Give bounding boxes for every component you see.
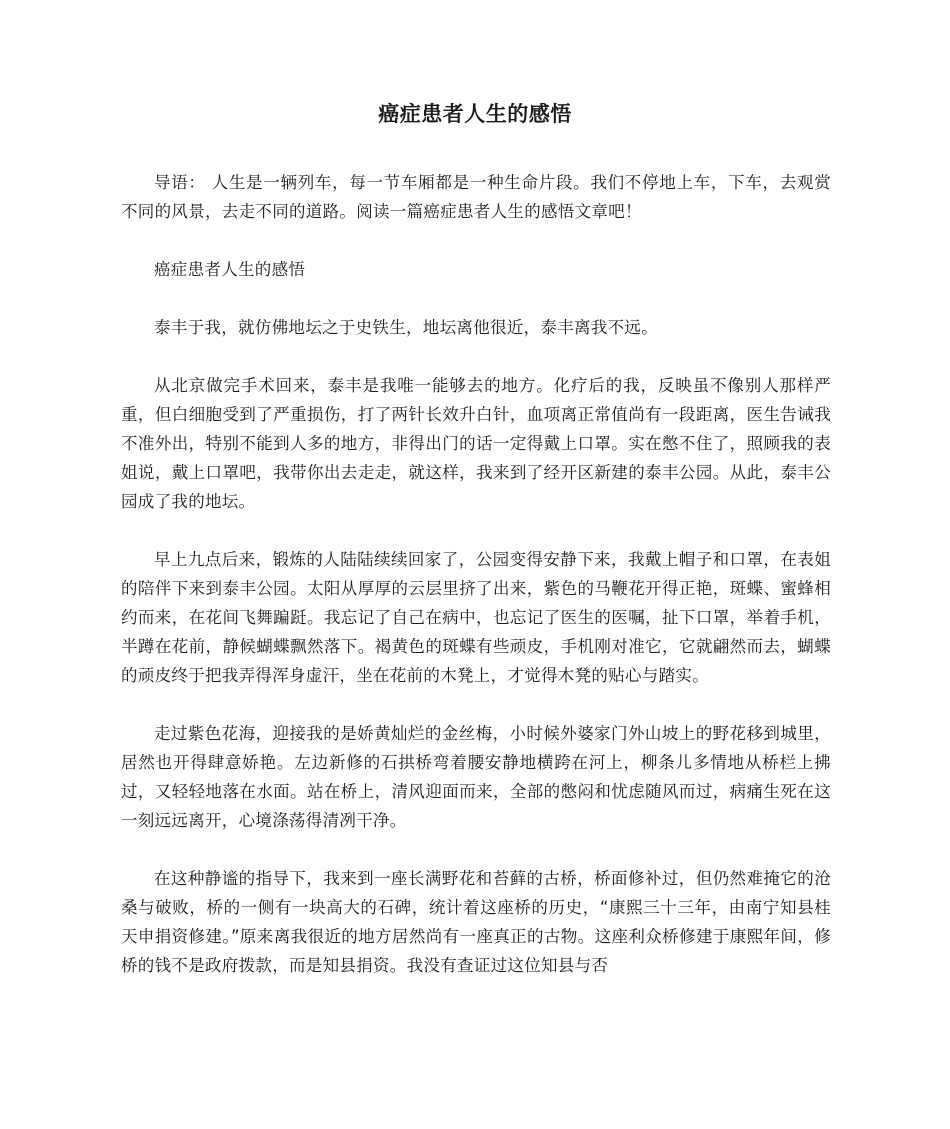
section-heading: 癌症患者人生的感悟	[154, 260, 306, 279]
body-paragraph: 走过紫色花海，迎接我的是娇黄灿烂的金丝梅，小时候外婆家门外山坡上的野花移到城里，居然也开得肆意娇艳。左边新修的石拱桥弯着腰安静地横跨在河上，柳条儿多情地从桥栏上拂过，又轻轻地落在水面。站在桥上，清风迎面而来，全部的憋闷和忧虑随风而过，病痛生死在这一刻远远离开，心境涤荡得清冽干净。	[121, 724, 831, 830]
document-body	[121, 168, 831, 1009]
document-title: 癌症患者人生的感悟	[378, 102, 572, 126]
body-paragraph: 早上九点后来，锻炼的人陆陆续续回家了，公园变得安静下来，我戴上帽子和口罩，在表姐的陪伴下来到泰丰公园。太阳从厚厚的云层里挤了出来，紫色的马鞭花开得正艳，斑蝶、蜜蜂相约而来，在花间飞舞蹁跹。我忘记了自己在病中，也忘记了医生的医嘱，扯下口罩，举着手机，半蹲在花前，静候蝴蝶飘然落下。褐黄色的斑蝶有些顽皮，手机刚对准它，它就翩然而去，蝴蝶的顽皮终于把我弄得浑身虚汗，坐在花前的木凳上，才觉得木凳的贴心与踏实。	[121, 550, 831, 685]
body-paragraph: 泰丰于我，就仿佛地坛之于史铁生，地坛离他很近，泰丰离我不远。	[154, 318, 658, 337]
intro-paragraph: 导语： 人生是一辆列车，每一节车厢都是一种生命片段。我们不停地上车，下车，去观赏不同的风景，去走不同的道路。阅读一篇癌症患者人生的感悟文章吧！	[121, 173, 831, 221]
body-paragraph: 在这种静谧的指导下，我来到一座长满野花和苔藓的古桥，桥面修补过，但仍然难掩它的沧桑与破败，桥的一侧有一块高大的石碑，统计着这座桥的历史，“康熙三十三年，由南宁知县桂天申捐资修建。”原来离我很近的地方居然尚有一座真正的古物。这座利众桥修建于康熙年间，修桥的钱不是政府拨款，而是知县捐资。我没有查证过这位知县与否	[121, 869, 831, 975]
body-paragraph: 从北京做完手术回来，泰丰是我唯一能够去的地方。化疗后的我，反映虽不像别人那样严重，但白细胞受到了严重损伤，打了两针长效升白针，血项离正常值尚有一段距离，医生告诫我不准外出，特别不能到人多的地方，非得出门的话一定得戴上口罩。实在憋不住了，照顾我的表姐说，戴上口罩吧，我带你出去走走，就这样，我来到了经开区新建的泰丰公园。从此，泰丰公园成了我的地坛。	[121, 376, 831, 511]
